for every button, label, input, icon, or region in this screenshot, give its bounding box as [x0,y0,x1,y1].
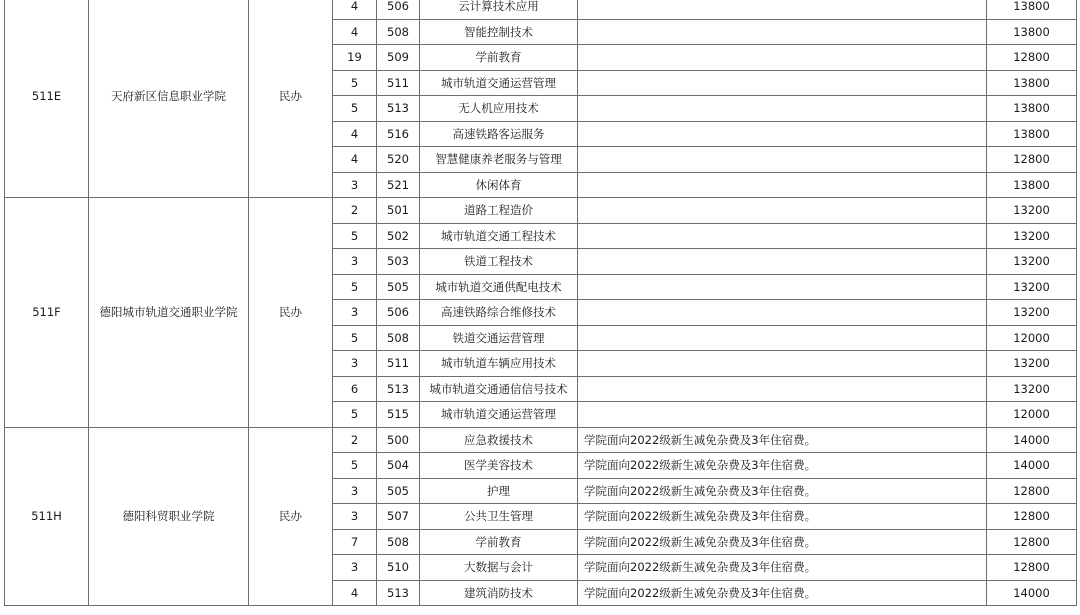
plan-count: 6 [333,376,377,402]
remark [578,274,987,300]
major-code: 500 [377,427,420,453]
remark [578,0,987,19]
remark [578,325,987,351]
plan-count: 5 [333,274,377,300]
major-name: 学前教育 [420,45,578,71]
institution-name: 天府新区信息职业学院 [89,0,249,198]
institution-code: 511F [5,198,89,428]
major-name: 城市轨道车辆应用技术 [420,351,578,377]
remark: 学院面向2022级新生减免杂费及3年住宿费。 [578,427,987,453]
major-code: 513 [377,580,420,606]
plan-count: 4 [333,0,377,19]
major-code: 503 [377,249,420,275]
major-code: 511 [377,70,420,96]
plan-count: 4 [333,147,377,173]
major-name: 大数据与会计 [420,555,578,581]
institution-name: 德阳城市轨道交通职业学院 [89,198,249,428]
major-code: 506 [377,300,420,326]
major-code: 506 [377,0,420,19]
plan-count: 5 [333,325,377,351]
tuition-fee: 13200 [987,198,1077,224]
plan-count: 7 [333,529,377,555]
institution-code: 511H [5,427,89,606]
tuition-fee: 12800 [987,45,1077,71]
major-name: 城市轨道交通运营管理 [420,70,578,96]
plan-count: 3 [333,300,377,326]
major-name: 智慧健康养老服务与管理 [420,147,578,173]
tuition-fee: 13200 [987,376,1077,402]
plan-count: 2 [333,427,377,453]
tuition-fee: 12000 [987,325,1077,351]
remark [578,147,987,173]
institution-code: 511E [5,0,89,198]
major-code: 511 [377,351,420,377]
tuition-fee: 13200 [987,351,1077,377]
admission-plan-table [4,0,1077,606]
major-name: 高速铁路综合维修技术 [420,300,578,326]
major-code: 504 [377,453,420,479]
tuition-fee: 12800 [987,147,1077,173]
tuition-fee: 12000 [987,402,1077,428]
major-name: 应急救援技术 [420,427,578,453]
tuition-fee: 13800 [987,96,1077,122]
major-code: 508 [377,325,420,351]
plan-count: 3 [333,478,377,504]
remark [578,402,987,428]
plan-count: 5 [333,402,377,428]
major-code: 509 [377,45,420,71]
remark [578,351,987,377]
plan-count: 3 [333,249,377,275]
tuition-fee: 12800 [987,504,1077,530]
tuition-fee: 13200 [987,300,1077,326]
plan-count: 3 [333,351,377,377]
major-name: 城市轨道交通运营管理 [420,402,578,428]
major-code: 501 [377,198,420,224]
major-code: 510 [377,555,420,581]
remark [578,45,987,71]
remark: 学院面向2022级新生减免杂费及3年住宿费。 [578,478,987,504]
tuition-fee: 12800 [987,529,1077,555]
major-name: 护理 [420,478,578,504]
tuition-fee: 14000 [987,580,1077,606]
major-code: 515 [377,402,420,428]
major-name: 城市轨道交通供配电技术 [420,274,578,300]
major-name: 医学美容技术 [420,453,578,479]
tuition-fee: 12800 [987,478,1077,504]
tuition-fee: 12800 [987,555,1077,581]
tuition-fee: 14000 [987,453,1077,479]
major-name: 云计算技术应用 [420,0,578,19]
remark [578,198,987,224]
tuition-fee: 14000 [987,427,1077,453]
major-code: 505 [377,274,420,300]
major-name: 智能控制技术 [420,19,578,45]
institution-type: 民办 [249,427,333,606]
remark: 学院面向2022级新生减免杂费及3年住宿费。 [578,504,987,530]
plan-count: 3 [333,504,377,530]
plan-count: 19 [333,45,377,71]
major-name: 铁道工程技术 [420,249,578,275]
plan-count: 5 [333,453,377,479]
institution-type: 民办 [249,0,333,198]
plan-count: 3 [333,555,377,581]
major-name: 城市轨道交通工程技术 [420,223,578,249]
tuition-fee: 13200 [987,249,1077,275]
remark [578,70,987,96]
tuition-fee: 13800 [987,172,1077,198]
major-name: 学前教育 [420,529,578,555]
table-row [5,198,1077,224]
major-code: 507 [377,504,420,530]
remark [578,121,987,147]
plan-count: 4 [333,121,377,147]
remark [578,376,987,402]
major-name: 高速铁路客运服务 [420,121,578,147]
plan-count: 3 [333,172,377,198]
remark [578,96,987,122]
table-row [5,0,1077,19]
major-code: 520 [377,147,420,173]
remark: 学院面向2022级新生减免杂费及3年住宿费。 [578,453,987,479]
remark: 学院面向2022级新生减免杂费及3年住宿费。 [578,580,987,606]
major-code: 502 [377,223,420,249]
tuition-fee: 13200 [987,223,1077,249]
plan-count: 5 [333,223,377,249]
major-code: 513 [377,96,420,122]
table-row [5,427,1077,453]
major-code: 505 [377,478,420,504]
tuition-fee: 13800 [987,19,1077,45]
remark [578,172,987,198]
major-code: 508 [377,529,420,555]
remark: 学院面向2022级新生减免杂费及3年住宿费。 [578,555,987,581]
institution-type: 民办 [249,198,333,428]
remark [578,300,987,326]
remark [578,223,987,249]
major-code: 521 [377,172,420,198]
plan-count: 5 [333,96,377,122]
remark: 学院面向2022级新生减免杂费及3年住宿费。 [578,529,987,555]
tuition-fee: 13200 [987,274,1077,300]
major-code: 516 [377,121,420,147]
institution-name: 德阳科贸职业学院 [89,427,249,606]
major-name: 建筑消防技术 [420,580,578,606]
major-name: 城市轨道交通通信信号技术 [420,376,578,402]
plan-count: 2 [333,198,377,224]
major-name: 休闲体育 [420,172,578,198]
major-name: 道路工程造价 [420,198,578,224]
remark [578,19,987,45]
major-name: 铁道交通运营管理 [420,325,578,351]
major-code: 508 [377,19,420,45]
plan-count: 4 [333,580,377,606]
major-name: 无人机应用技术 [420,96,578,122]
major-code: 513 [377,376,420,402]
table-body [5,0,1077,606]
plan-count: 4 [333,19,377,45]
plan-count: 5 [333,70,377,96]
tuition-fee: 13800 [987,0,1077,19]
major-name: 公共卫生管理 [420,504,578,530]
tuition-fee: 13800 [987,70,1077,96]
remark [578,249,987,275]
tuition-fee: 13800 [987,121,1077,147]
